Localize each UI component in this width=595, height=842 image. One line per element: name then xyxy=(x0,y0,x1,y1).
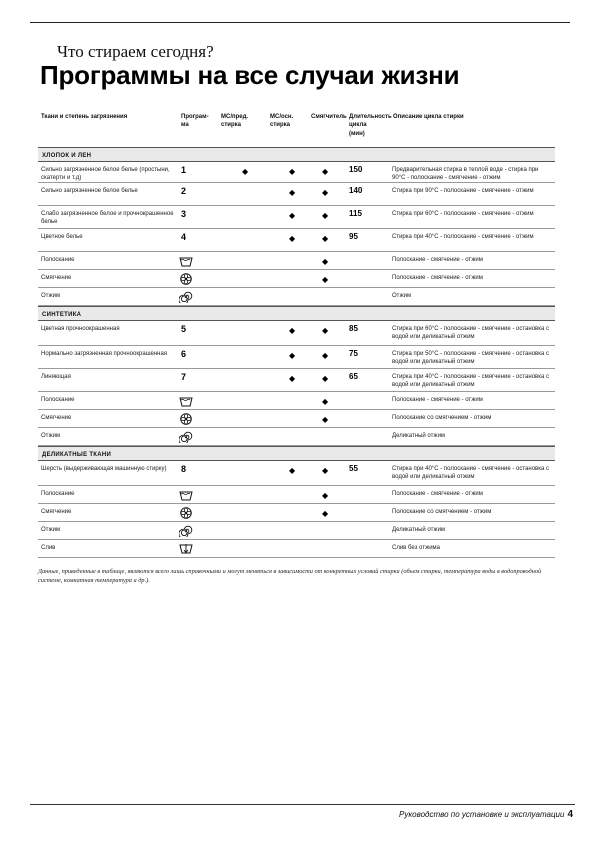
table-row xyxy=(38,252,555,270)
softener-marker: ◆ xyxy=(322,351,329,360)
program-number: 5 xyxy=(181,324,187,334)
softener-icon xyxy=(179,273,193,285)
footer-text: Руководство по установке и эксплуатации xyxy=(399,810,565,819)
table-row xyxy=(38,270,555,288)
fabric-cell: Сильно загрязненное белое белье (простыни, скатерти и т.д) xyxy=(41,167,170,182)
table-row xyxy=(38,183,555,206)
spin-icon xyxy=(179,291,193,303)
table-row xyxy=(38,162,555,183)
fabric-cell: Сильно загрязненное белое белье xyxy=(41,188,138,194)
fabric-cell: Смягчение xyxy=(41,509,72,515)
fabric-cell: Отжим xyxy=(41,293,61,299)
softener-marker: ◆ xyxy=(322,491,329,500)
duration-cell: 115 xyxy=(349,209,362,218)
table-row xyxy=(38,321,555,346)
section-header xyxy=(38,147,555,162)
softener-marker: ◆ xyxy=(322,466,329,475)
rinse-icon xyxy=(179,489,193,501)
table-row xyxy=(38,428,555,446)
fabric-cell: Полоскание xyxy=(41,491,75,497)
section-header xyxy=(38,446,555,461)
description-cell: Слив без отжима xyxy=(392,545,441,551)
program-number: 7 xyxy=(181,372,187,382)
softener-marker: ◆ xyxy=(322,211,329,220)
rinse-icon xyxy=(179,395,193,407)
duration-cell: 150 xyxy=(349,165,363,174)
description-cell: Полоскание - смягчение - отжим xyxy=(392,397,483,403)
softener-marker: ◆ xyxy=(322,257,329,266)
softener-icon xyxy=(179,507,193,519)
section-label: ХЛОПОК И ЛЕН xyxy=(42,153,92,159)
softener-marker: ◆ xyxy=(322,167,329,176)
table-row xyxy=(38,522,555,540)
duration-cell: 75 xyxy=(349,349,358,358)
softener-marker: ◆ xyxy=(322,275,329,284)
description-cell: Стирка при 60°C - полоскание - смягчение - отжим xyxy=(392,211,534,217)
description-cell: Деликатный отжим xyxy=(392,527,446,533)
section-header xyxy=(38,306,555,321)
duration-cell: 55 xyxy=(349,464,358,473)
description-cell: Полоскание со смягчением - отжим xyxy=(392,415,492,421)
description-cell: Полоскание - смягчение - отжим xyxy=(392,491,483,497)
description-cell: Стирка при 50°C - полоскание - смягчение - остановка с водой или деликатный отжим xyxy=(392,351,549,366)
table-row xyxy=(38,369,555,392)
fabric-cell: Слабо загрязненное белое и прочнокрашенное белье xyxy=(41,211,174,226)
drain-icon xyxy=(179,543,193,555)
footnote: Данные, приведенные в таблице, являются всего лишь справочными и могут меняться в зависимости от конкретных условий стирки (объем стирки, температура воды в водопроводной системе, комнатная температура и др.). xyxy=(38,568,542,585)
description-cell: Стирка при 90°C - полоскание - смягчение - отжим xyxy=(392,188,534,194)
spin-icon xyxy=(179,431,193,443)
fabric-cell: Слив xyxy=(41,545,56,551)
softener-marker: ◆ xyxy=(322,188,329,197)
table-row xyxy=(38,486,555,504)
column-header-fabric: Ткани и степень загрязнения xyxy=(41,114,128,120)
fabric-cell: Полоскание xyxy=(41,397,75,403)
mainwash-marker: ◆ xyxy=(289,466,296,475)
fabric-cell: Линяющая xyxy=(41,374,71,380)
softener-marker: ◆ xyxy=(322,415,329,424)
fabric-cell: Смягчение xyxy=(41,275,72,281)
section-label: ДЕЛИКАТНЫЕ ТКАНИ xyxy=(42,452,112,458)
column-header-description: Описание цикла стирки xyxy=(393,114,464,120)
mainwash-marker: ◆ xyxy=(289,188,296,197)
page-footer xyxy=(399,809,573,820)
description-cell: Предварительная стирка в теплой воде - стирка при 90°C - полоскание - смягчение - отжим xyxy=(392,167,539,182)
page-title: Программы на все случаи жизни xyxy=(40,60,460,90)
programs-table xyxy=(38,147,555,558)
bottom-rule xyxy=(30,804,575,805)
softener-marker: ◆ xyxy=(322,234,329,243)
softener-marker: ◆ xyxy=(322,326,329,335)
column-header-mainwash: МС/осн. стирка xyxy=(270,114,294,129)
fabric-cell: Отжим xyxy=(41,527,61,533)
column-header-duration: Длительность цикла (мин) xyxy=(349,114,392,137)
program-number: 3 xyxy=(181,209,187,219)
duration-cell: 85 xyxy=(349,324,358,333)
prewash-marker: ◆ xyxy=(242,167,249,176)
fabric-cell: Отжим xyxy=(41,433,61,439)
program-number: 1 xyxy=(181,165,187,175)
page-number: 4 xyxy=(567,809,573,820)
table-row xyxy=(38,206,555,229)
program-number: 2 xyxy=(181,186,187,196)
description-cell: Отжим xyxy=(392,293,412,299)
description-cell: Стирка при 40°C - полоскание - смягчение - отжим xyxy=(392,234,534,240)
description-cell: Полоскание - смягчение - отжим xyxy=(392,257,483,263)
mainwash-marker: ◆ xyxy=(289,211,296,220)
table-row xyxy=(38,288,555,306)
top-rule xyxy=(30,22,570,23)
fabric-cell: Нормально загрязненная прочноокрашенная xyxy=(41,351,168,357)
table-row xyxy=(38,461,555,486)
table-row xyxy=(38,229,555,252)
duration-cell: 95 xyxy=(349,232,358,241)
softener-marker: ◆ xyxy=(322,397,329,406)
mainwash-marker: ◆ xyxy=(289,374,296,383)
description-cell: Стирка при 60°C - полоскание - смягчение - остановка с водой или деликатный отжим xyxy=(392,326,549,341)
softener-icon xyxy=(179,413,193,425)
mainwash-marker: ◆ xyxy=(289,351,296,360)
duration-cell: 65 xyxy=(349,372,358,381)
description-cell: Стирка при 40°C - полоскание - смягчение - остановка с водой или деликатный отжим xyxy=(392,466,549,481)
description-cell: Полоскание - смягчение - отжим xyxy=(392,275,483,281)
softener-marker: ◆ xyxy=(322,509,329,518)
program-number: 8 xyxy=(181,464,187,474)
duration-cell: 140 xyxy=(349,186,363,195)
spin-icon xyxy=(179,525,193,537)
fabric-cell: Смягчение xyxy=(41,415,72,421)
program-number: 6 xyxy=(181,349,187,359)
fabric-cell: Цветное белье xyxy=(41,234,83,240)
description-cell: Полоскание со смягчением - отжим xyxy=(392,509,492,515)
table-row xyxy=(38,540,555,558)
column-header-prewash: МС/пред. стирка xyxy=(221,114,249,129)
rinse-icon xyxy=(179,255,193,267)
softener-marker: ◆ xyxy=(322,374,329,383)
description-cell: Деликатный отжим xyxy=(392,433,446,439)
fabric-cell: Шерсть (выдерживающая машинную стирку) xyxy=(41,466,167,472)
fabric-cell: Цветная прочноокрашенная xyxy=(41,326,120,332)
section-label: СИНТЕТИКА xyxy=(42,312,82,318)
mainwash-marker: ◆ xyxy=(289,234,296,243)
fabric-cell: Полоскание xyxy=(41,257,75,263)
table-row xyxy=(38,346,555,369)
mainwash-marker: ◆ xyxy=(289,167,296,176)
table-row xyxy=(38,392,555,410)
page-subtitle: Что стираем сегодня? xyxy=(57,42,214,61)
table-row xyxy=(38,410,555,428)
column-header-softener: Смягчитель xyxy=(311,114,347,120)
description-cell: Стирка при 40°C - полоскание - смягчение - остановка с водой или деликатный отжим xyxy=(392,374,549,389)
table-row xyxy=(38,504,555,522)
column-header-program: Програм-ма xyxy=(181,114,209,129)
mainwash-marker: ◆ xyxy=(289,326,296,335)
program-number: 4 xyxy=(181,232,187,242)
